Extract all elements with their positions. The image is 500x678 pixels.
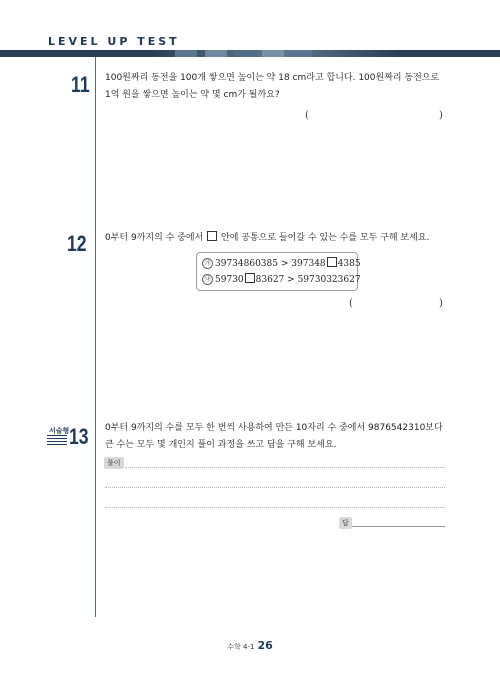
condition-a-right-2: 4385 [337,259,361,269]
question-13-text [105,420,443,454]
question-12-text-after: 안에 공통으로 들어갈 수 있는 수를 모두 구해 보세요. [221,233,430,243]
condition-b-left-1: 59730 [215,275,244,285]
answer-paren-close: ) [439,110,443,121]
condition-b-right: 59730323627 [297,275,361,285]
condition-row-a [202,257,361,269]
question-number-12: 12 [67,231,87,256]
page-footer [0,639,500,652]
header-pattern-tile [175,50,197,57]
question-number-11: 11 [71,72,90,97]
answer-label: 답 [339,517,352,529]
blank-box-icon [245,273,255,283]
condition-mark-b: ㉯ [202,274,213,285]
question-11-text [105,70,439,104]
question-number-13: 13 [69,424,89,449]
writing-line[interactable] [125,467,445,468]
page-number: 26 [257,639,273,652]
header-pattern-tile [290,50,312,57]
writing-line[interactable] [105,487,445,488]
solution-label: 풀이 [104,457,124,469]
question-12-text [105,230,429,247]
condition-a-right-1: 397348 [291,259,326,269]
answer-line[interactable] [352,526,445,527]
answer-paren-close: ) [439,298,443,309]
section-title: LEVEL UP TEST [48,35,180,48]
condition-b-left-2: 83627 [255,275,285,285]
blank-box-icon [207,231,217,241]
question-11-line-1: 100원짜리 동전을 100개 쌓으면 높이는 약 18 cm라고 합니다. 100원짜리 동전으로 [105,73,440,83]
condition-b-op: > [287,275,295,285]
condition-box [196,252,361,291]
footer-subject: 수학 4-1 [227,643,255,651]
writing-line[interactable] [105,507,445,508]
condition-a-left: 39734860385 [215,259,278,269]
condition-row-b [202,273,361,285]
condition-mark-a: ㉮ [202,258,213,269]
condition-a-op: > [280,259,289,269]
question-12-text-before: 0부터 9까지의 수 중에서 [105,233,204,243]
answer-paren-open: ( [305,110,309,121]
answer-paren-open: ( [349,298,353,309]
header-pattern-tile [205,50,227,57]
question-11-line-2: 1억 원을 쌓으면 높이는 약 몇 cm가 될까요? [105,90,280,100]
badge-lines-icon [47,435,67,447]
question-13-line-1: 0부터 9까지의 수를 모두 한 번씩 사용하여 만든 10자리 수 중에서 9876542310보다 [105,423,443,433]
header-pattern-tile [235,50,257,57]
descriptive-badge: 서술형 [49,427,70,435]
header-pattern-tile [262,50,284,57]
margin-divider [95,57,96,617]
question-13-line-2: 큰 수는 모두 몇 개인지 풀이 과정을 쓰고 답을 구해 보세요. [105,440,337,450]
blank-box-icon [327,257,337,267]
